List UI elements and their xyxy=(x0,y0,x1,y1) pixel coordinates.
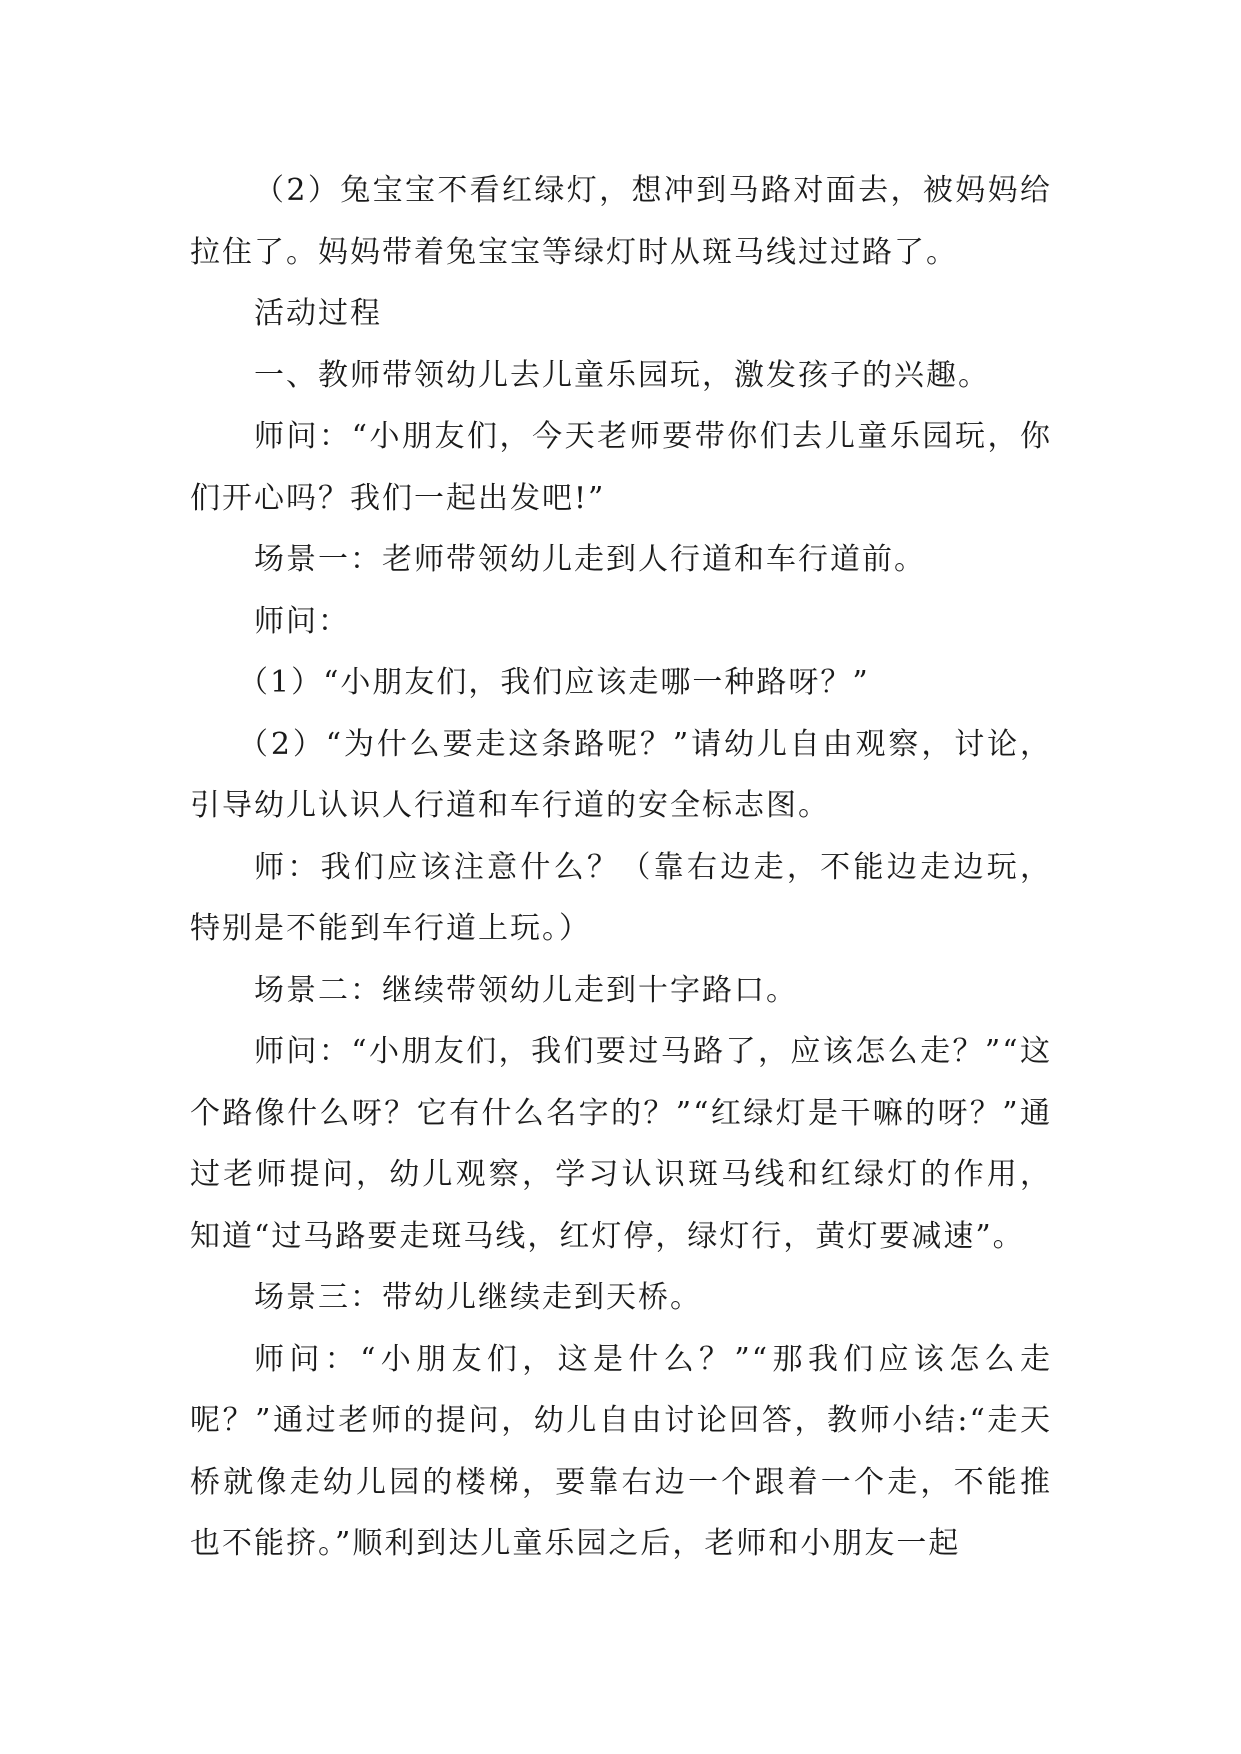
paragraph-crossing-road: 师问：“小朋友们，我们要过马路了，应该怎么走？”“这个路像什么呀？它有什么名字的？”“红绿灯是干嘛的呀？”通过老师提问，幼儿观察，学习认识斑马线和红绿灯的作用，知道“过马路要走斑马线，红灯停，绿灯行，黄灯要减速”。 xyxy=(190,1034,1052,1254)
paragraph-rabbit-story: （2）兔宝宝不看红绿灯，想冲到马路对面去，被妈妈给拉住了。妈妈带着兔宝宝等绿灯时从斑马线过过路了。 xyxy=(190,173,1052,270)
paragraph-question-1: （1）“小朋友们，我们应该走哪一种路呀？” xyxy=(238,665,870,700)
paragraph-teacher-asks: 师问： xyxy=(254,603,350,639)
section-heading-activity-process: 活动过程 xyxy=(254,296,382,331)
paragraph-teacher-question-intro: 师问：“小朋友们，今天老师要带你们去儿童乐园玩，你们开心吗？我们一起出发吧!” xyxy=(190,419,1052,516)
paragraph-scene-two: 场景二：继续带领幼儿走到十字路口。 xyxy=(254,972,798,1008)
document-body xyxy=(190,160,1052,1575)
paragraph-overpass: 师问：“小朋友们，这是什么？”“那我们应该怎么走呢？”通过老师的提问，幼儿自由讨论回答，教师小结:“走天桥就像走幼儿园的楼梯，要靠右边一个跟着一个走，不能推也不能挤。”顺利到达儿童乐园之后，老师和小朋友一起 xyxy=(190,1341,1052,1561)
paragraph-scene-one: 场景一：老师带领幼儿走到人行道和车行道前。 xyxy=(254,542,926,577)
paragraph-teacher-attention: 师：我们应该注意什么？（靠右边走，不能边走边玩，特别是不能到车行道上玩。） xyxy=(190,849,1052,946)
paragraph-step-one: 一、教师带领幼儿去儿童乐园玩，激发孩子的兴趣。 xyxy=(254,357,990,393)
paragraph-scene-three: 场景三：带幼儿继续走到天桥。 xyxy=(254,1280,702,1315)
paragraph-question-2: （2）“为什么要走这条路呢？”请幼儿自由观察，讨论，引导幼儿认识人行道和车行道的安全标志图。 xyxy=(190,726,1052,823)
